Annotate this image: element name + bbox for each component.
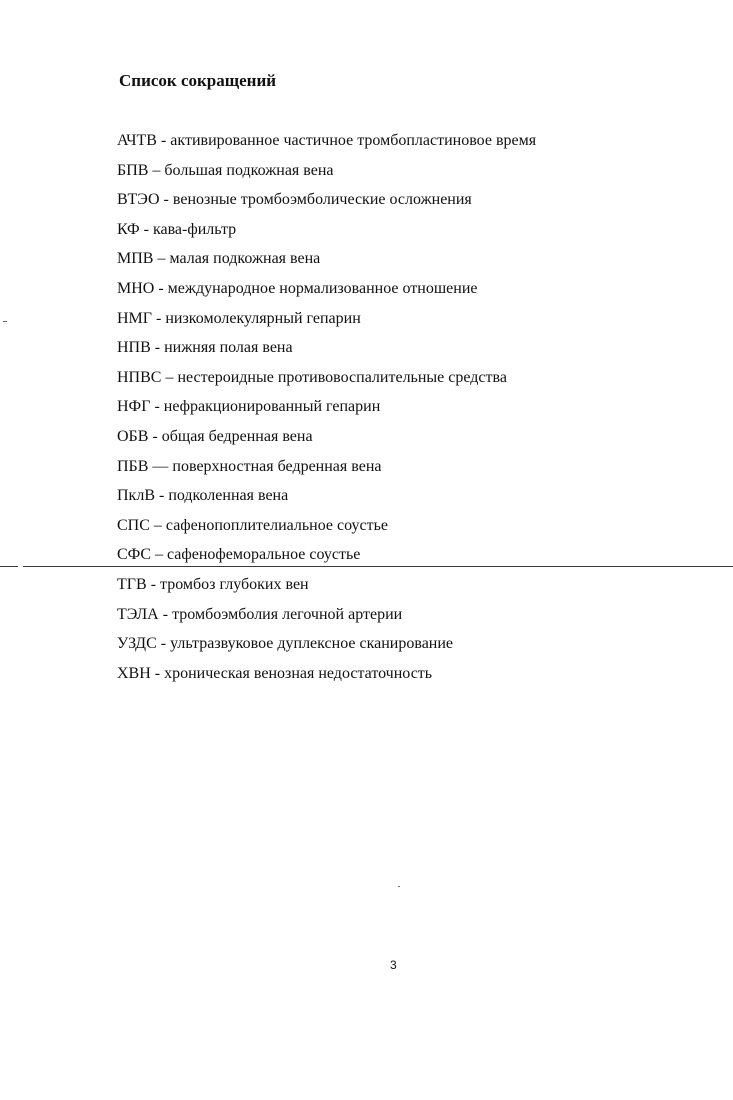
abbreviation-item-pklv: ПклВ - подколенная вена [117, 487, 289, 505]
abbreviation-item-npv: НПВ - нижняя полая вена [117, 339, 293, 357]
abbreviation-item-pbv: ПБВ — поверхностная бедренная вена [117, 457, 382, 475]
abbreviation-item-bpv: БПВ – большая подкожная вена [117, 161, 334, 179]
abbreviation-item-sfs: СФС – сафенофеморальное соустье [117, 546, 361, 564]
abbreviation-item-sps: СПС – сафенопоплителиальное соустье [117, 516, 389, 534]
scan-artifact-speck [398, 886, 400, 887]
abbreviation-item-achtv: АЧТВ - активированное частичное тромбопластиновое время [117, 132, 537, 149]
scan-artifact-line-gap [18, 565, 23, 568]
abbreviation-item-kf: КФ - кава-фильтр [117, 220, 237, 238]
abbreviation-item-uzds: УЗДС - ультразвуковое дуплексное сканирование [117, 635, 454, 653]
abbreviation-item-mpv: МПВ – малая подкожная вена [117, 250, 321, 268]
abbreviation-item-obv: ОБВ - общая бедренная вена [117, 427, 313, 445]
abbreviation-item-tela: ТЭЛА - тромбоэмболия легочной артерии [117, 605, 403, 623]
scan-artifact-line [0, 566, 733, 567]
abbreviation-item-nmg: НМГ - низкомолекулярный гепарин [117, 309, 361, 327]
abbreviation-item-tgv: ТГВ - тромбоз глубоких вен [117, 575, 309, 593]
abbreviation-item-npvs: НПВС – нестероидные противовоспалительные средства [117, 368, 507, 386]
abbreviation-item-vteo: ВТЭО - венозные тромбоэмболические осложнения [117, 191, 472, 209]
abbreviation-item-nfg: НФГ - нефракционированный гепарин [117, 398, 381, 416]
scan-artifact-margin-dash [3, 321, 7, 322]
page-title: Список сокращений [119, 71, 277, 90]
abbreviation-item-hvn: ХВН - хроническая венозная недостаточность [117, 664, 433, 682]
abbreviation-item-mno: МНО - международное нормализованное отношение [117, 279, 478, 297]
page-number: 3 [390, 958, 397, 972]
abbreviation-list [117, 128, 536, 690]
